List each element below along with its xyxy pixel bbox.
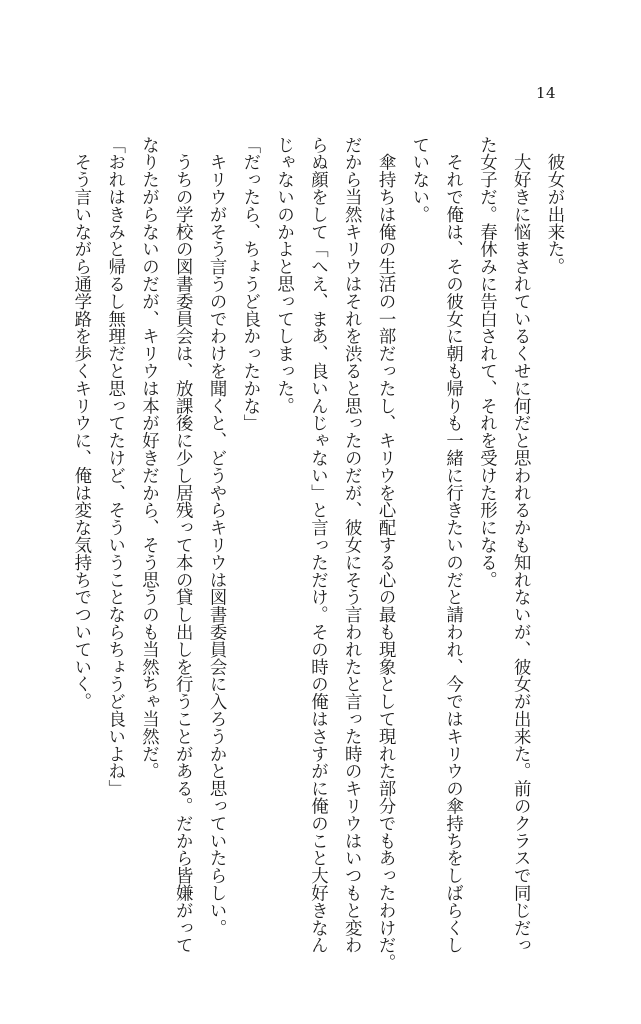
text-line: た女子だ。春休みに告白されて、それを受けた形になる。	[476, 136, 497, 589]
text-line: 傘持ちは俺の生活の一部だったし、キリウを心配する心の最も現象として現れた部分でもあったわけだ。	[375, 136, 396, 972]
vertical-text-block	[70, 136, 570, 972]
text-line: 「おれはきみと帰るし無理だと思ってたけど、そういうことならちょうど良いよね」	[104, 136, 125, 798]
text-line: キリウがそう言うのでわけを聞くと、どうやらキリウは図書委員会に入ろうかと思っていたらしい。	[206, 136, 227, 937]
text-line: じゃないのかよと思ってしまった。	[273, 136, 294, 415]
text-line: 大好きに悩まされているくせに何だと思われるかも知れないが、彼女が出来た。前のクラスで同じだっ	[510, 136, 531, 954]
text-line: だから当然キリウはそれを渋ると思ったのだが、彼女にそう言われたと言った時のキリウはいつもと変わ	[341, 136, 362, 954]
text-line: 「だったら、ちょうど良かったかな」	[239, 136, 260, 432]
text-line: ていない。	[408, 136, 429, 223]
text-line: 彼女が出来た。	[544, 136, 564, 276]
page-number: 14	[536, 84, 557, 102]
text-line: なりたがらないのだが、キリウは本が好きだから、そう思うのも当然ちゃ当然だ。	[138, 136, 159, 780]
text-line: そう言いながら通学路を歩くキリウに、俺は変な気持ちでついていく。	[70, 136, 91, 711]
text-line: それで俺は、その彼女に朝も帰りも一緒に行きたいのだと請われ、今ではキリウの傘持ちをしばらくし	[442, 136, 463, 954]
text-line: らぬ顔をして「へえ、まあ、良いんじゃない」と言っただけ。その時の俺はさすがに俺のこと大好きなん	[307, 136, 328, 954]
text-line: うちの学校の図書委員会は、放課後に少し居残って本の貸し出しを行うことがある。だから皆嫌がって	[172, 136, 193, 954]
